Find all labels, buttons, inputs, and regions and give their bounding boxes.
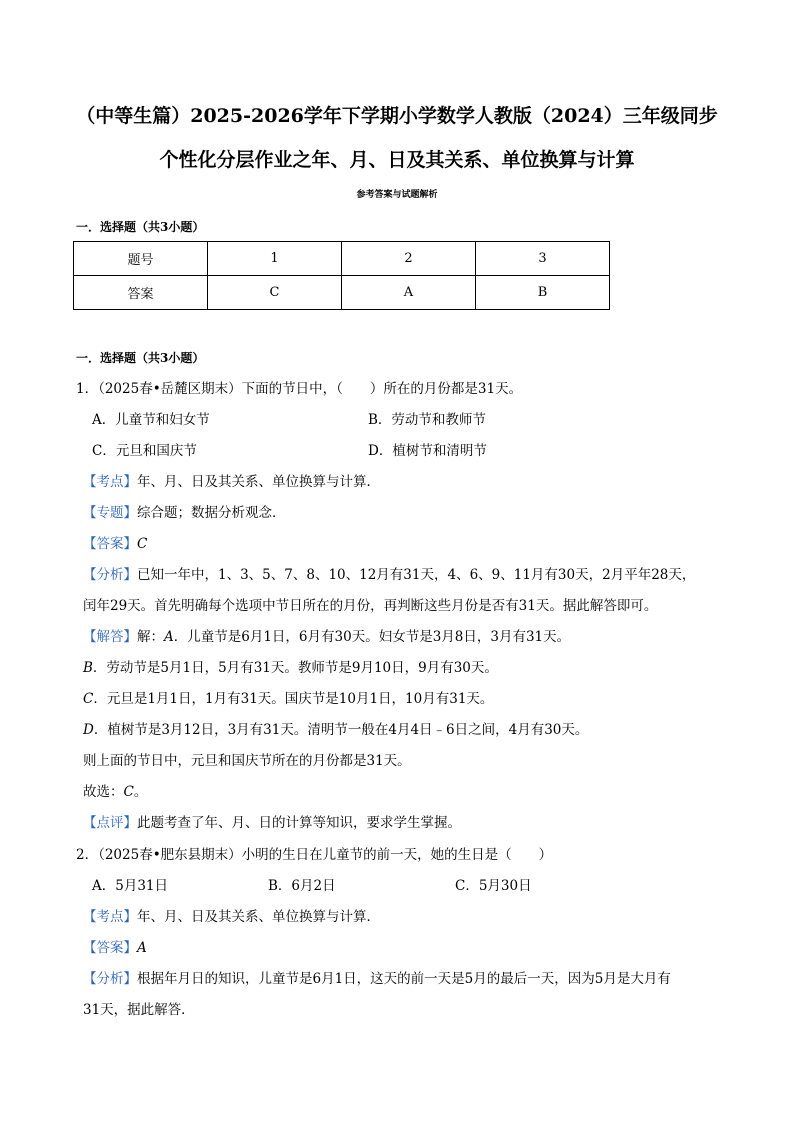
q1-kaodian	[83, 472, 380, 492]
q1-fenxi-line2: 闰年29天。首先明确每个选项中节日所在的月份，再判断这些月份是否有31天。据此解答即可。	[83, 598, 658, 614]
fenxi-tag: 【分析】	[83, 971, 137, 987]
q1-jieda-b	[83, 658, 498, 678]
guxuan-prefix: 故选：	[83, 784, 124, 800]
jieda-letter: A	[164, 629, 174, 645]
fenxi-text: 根据年月日的知识，儿童节是6月1日，这天的前一天是5月的最后一天，因为5月是大月有	[137, 971, 671, 987]
table-cell: 2	[342, 242, 476, 276]
q1-zhuanti	[83, 503, 286, 523]
q2-option-c: C．5月30日	[455, 878, 532, 894]
q1-jieda-c	[83, 689, 493, 709]
q1-jieda-conclusion: 则上面的节日中，元旦和国庆节所在的月份都是31天。	[83, 753, 411, 769]
dianping-text: 此题考查了年、月、日的计算等知识，要求学生掌握。	[137, 815, 461, 831]
jieda-text: ．儿童节是6月1日，6月有30天。妇女节是3月8日，3月有31天。	[173, 629, 571, 645]
document-title-line1: （中等生篇）2025-2026学年下学期小学数学人教版（2024）三年级同步	[76, 105, 718, 127]
document-title-line2: 个性化分层作业之年、月、日及其关系、单位换算与计算	[159, 149, 635, 171]
guxuan-letter: C	[123, 784, 134, 800]
table-cell: 3	[476, 242, 610, 276]
jieda-text: ．劳动节是5月1日，5月有31天。教师节是9月10日，9月有30天。	[92, 660, 498, 676]
q1-option-d: D．植树节和清明节	[368, 443, 487, 459]
table-cell: B	[476, 276, 610, 310]
table-row	[74, 276, 610, 310]
q1-option-c: C．元旦和国庆节	[92, 443, 197, 459]
answer-section-heading: 一．选择题（共3小题）	[76, 220, 205, 234]
q2-daan	[83, 938, 147, 958]
table-cell: 1	[208, 242, 342, 276]
q1-jieda	[83, 627, 570, 647]
table-cell: A	[342, 276, 476, 310]
jieda-prefix: 解：	[137, 629, 164, 645]
daan-text: A	[137, 940, 147, 956]
kaodian-text: 年、月、日及其关系、单位换算与计算．	[137, 909, 380, 925]
q2-kaodian	[83, 907, 380, 927]
jieda-letter: C	[83, 691, 94, 707]
document-subtitle: 参考答案与试题解析	[356, 190, 438, 200]
guxuan-suffix: 。	[133, 784, 148, 800]
kaodian-text: 年、月、日及其关系、单位换算与计算．	[137, 474, 380, 490]
kaodian-tag: 【考点】	[83, 474, 137, 490]
dianping-tag: 【点评】	[83, 815, 137, 831]
q1-stem: 1．（2025春•岳麓区期末）下面的节日中，（ ）所在的月份都是31天。	[76, 381, 523, 397]
table-cell: 题号	[74, 242, 208, 276]
q1-jieda-d	[83, 720, 588, 740]
jieda-letter: D	[83, 722, 94, 738]
detail-section-heading: 一．选择题（共3小题）	[76, 351, 205, 365]
fenxi-text: 已知一年中，1、3、5、7、8、10、12月有31天，4、6、9、11月有30天，2月平年28天，	[137, 567, 696, 583]
daan-tag: 【答案】	[83, 536, 137, 552]
q1-dianping	[83, 813, 461, 833]
table-cell: 答案	[74, 276, 208, 310]
jieda-tag: 【解答】	[83, 629, 137, 645]
q2-fenxi	[83, 969, 671, 989]
zhuanti-tag: 【专题】	[83, 505, 137, 521]
q1-daan	[83, 534, 147, 554]
jieda-text: ．植树节是3月12日，3月有31天。清明节一般在4月4日﹣6日之间，4月有30天。	[93, 722, 589, 738]
jieda-text: ．元旦是1月1日，1月有31天。国庆节是10月1日，10月有31天。	[93, 691, 494, 707]
jieda-letter: B	[83, 660, 93, 676]
fenxi-tag: 【分析】	[83, 567, 137, 583]
daan-text: C	[137, 536, 148, 552]
q1-guxuan	[83, 782, 147, 802]
q2-fenxi-line2: 31天，据此解答．	[83, 1002, 195, 1018]
q1-option-a: A．儿童节和妇女节	[92, 412, 210, 428]
q1-fenxi	[83, 565, 695, 585]
q2-stem: 2．（2025春•肥东县期末）小明的生日在儿童节的前一天，她的生日是（ ）	[76, 847, 553, 863]
q2-option-a: A．5月31日	[92, 878, 169, 894]
q1-option-b: B．劳动节和教师节	[368, 412, 486, 428]
daan-tag: 【答案】	[83, 940, 137, 956]
q2-option-b: B．6月2日	[268, 878, 336, 894]
kaodian-tag: 【考点】	[83, 909, 137, 925]
table-row	[74, 242, 610, 276]
table-cell: C	[208, 276, 342, 310]
answer-table	[73, 241, 610, 310]
zhuanti-text: 综合题；数据分析观念．	[137, 505, 286, 521]
